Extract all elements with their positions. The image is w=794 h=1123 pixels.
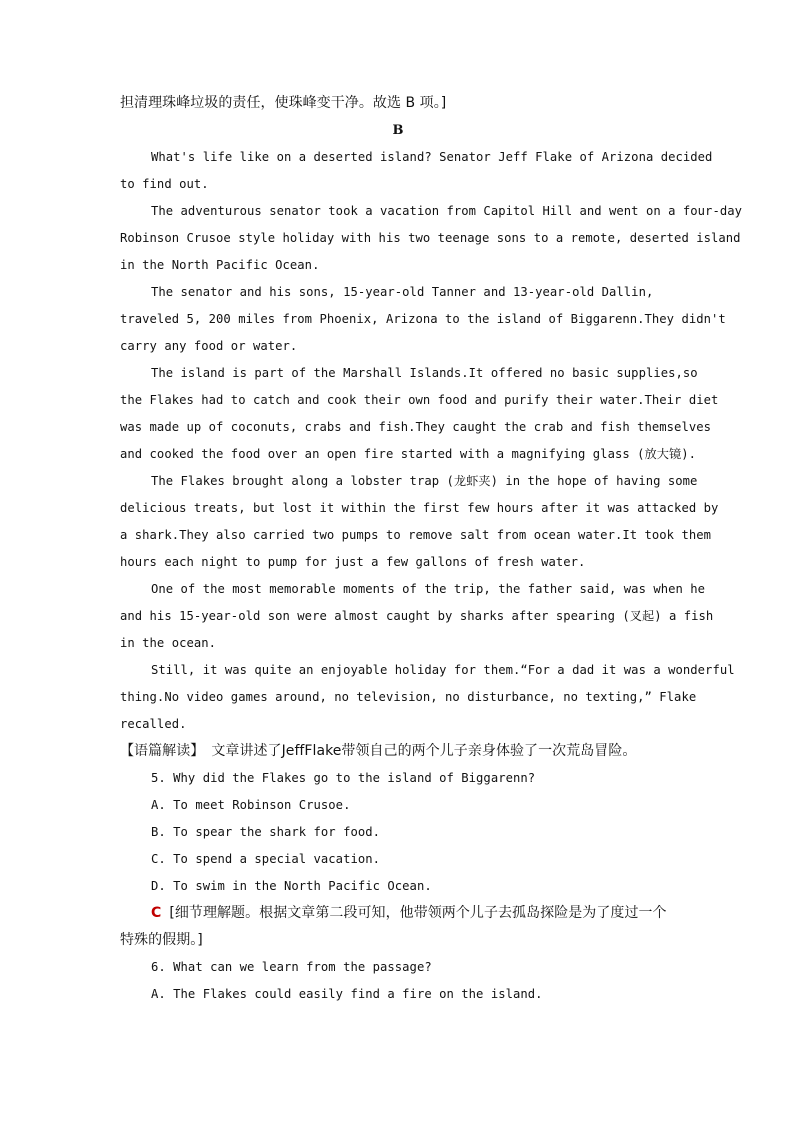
option-d: D. To swim in the North Pacific Ocean. — [151, 879, 432, 893]
option-a: A. To meet Robinson Crusoe. — [151, 798, 351, 812]
question-text: 5. Why did the Flakes go to the island of Biggarenn? — [151, 771, 536, 785]
passage-line: to find out. — [120, 177, 209, 191]
question-5 — [120, 765, 676, 954]
passage-line: What's life like on a deserted island? Senator Jeff Flake of Arizona decided — [151, 150, 713, 164]
passage-line: Robinson Crusoe style holiday with his two teenage sons to a remote, deserted island — [120, 231, 741, 245]
passage-line: in the North Pacific Ocean. — [120, 258, 320, 272]
discourse-analysis: 【语篇解读】 文章讲述了JeffFlake带领自己的两个儿子亲身体验了一次荒岛冒险。 — [120, 743, 637, 759]
option-a: A. The Flakes could easily find a fire on the island. — [151, 987, 543, 1001]
passage-line: The senator and his sons, 15-year-old Tanner and 13-year-old Dallin, — [151, 285, 654, 299]
passage-line: carry any food or water. — [120, 339, 298, 353]
passage-line: and his 15-year-old son were almost caught by sharks after spearing (叉起) a fish — [120, 609, 714, 623]
paragraph-4 — [120, 360, 719, 468]
passage-line: in the ocean. — [120, 636, 217, 650]
explanation-text: [细节理解题。根据文章第二段可知，他带领两个儿子去孤岛探险是为了度过一个 — [169, 905, 667, 921]
document-page — [120, 90, 742, 1008]
question-6 — [120, 954, 676, 1008]
passage-line: and cooked the food over an open fire started with a magnifying glass (放大镜). — [120, 447, 696, 461]
passage-line: The island is part of the Marshall Islands.It offered no basic supplies,so — [151, 366, 698, 380]
explanation-continued: 特殊的假期。] — [120, 932, 203, 948]
passage-line: hours each night to pump for just a few gallons of fresh water. — [120, 555, 586, 569]
answer-letter: C — [151, 905, 162, 921]
option-b: B. To spear the shark for food. — [151, 825, 381, 839]
passage-line: Still, it was quite an enjoyable holiday for them.“For a dad it was a wonderful — [151, 663, 735, 677]
question-text: 6. What can we learn from the passage? — [151, 960, 432, 974]
paragraph-5 — [120, 468, 719, 576]
answer-explanation — [120, 900, 676, 927]
passage-line: recalled. — [120, 717, 187, 731]
passage-line: delicious treats, but lost it within the first few hours after it was attacked by — [120, 501, 719, 515]
paragraph-3 — [120, 279, 726, 360]
passage-line: was made up of coconuts, crabs and fish.They caught the crab and fish themselves — [120, 420, 711, 434]
passage-line: a shark.They also carried two pumps to remove salt from ocean water.It took them — [120, 528, 711, 542]
previous-explanation-tail: 担清理珠峰垃圾的责任，使珠峰变干净。故选 B 项。] — [120, 95, 447, 111]
option-c: C. To spend a special vacation. — [151, 852, 381, 866]
passage-line: thing.No video games around, no television, no disturbance, no texting,” Flake — [120, 690, 697, 704]
passage-line: One of the most memorable moments of the trip, the father said, was when he — [151, 582, 706, 596]
passage-line: traveled 5, 200 miles from Phoenix, Arizona to the island of Biggarenn.They didn't — [120, 312, 726, 326]
passage-line: The adventurous senator took a vacation from Capitol Hill and went on a four-day — [151, 204, 742, 218]
paragraph-7 — [120, 657, 735, 738]
section-label: B — [392, 123, 404, 138]
paragraph-1 — [120, 144, 713, 198]
passage — [120, 144, 742, 738]
passage-line: the Flakes had to catch and cook their own food and purify their water.Their diet — [120, 393, 719, 407]
passage-line: The Flakes brought along a lobster trap (龙虾夹) in the hope of having some — [151, 474, 698, 488]
paragraph-2 — [120, 198, 742, 279]
paragraph-6 — [120, 576, 714, 657]
